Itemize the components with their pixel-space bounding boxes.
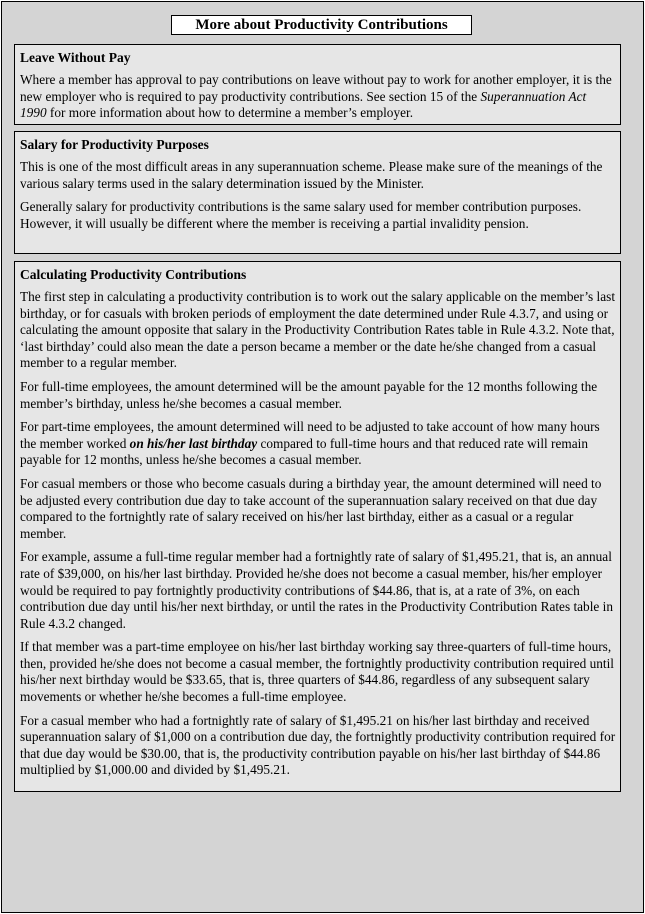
calculating-heading: Calculating Productivity Contributions — [20, 267, 247, 282]
salary-panel — [14, 131, 621, 254]
page-title: More about Productivity Contributions — [171, 15, 472, 35]
calculating-panel — [14, 261, 621, 792]
leave-without-pay-text-b: for more information about how to determine a member’s employer. — [46, 105, 414, 121]
salary-paragraph-1: This is one of the most difficult areas in any superannuation scheme. Please make sure of the meanings of the various salary terms used in the salary determination issued by the Minister. — [20, 159, 603, 191]
calculating-paragraph-3 — [20, 419, 616, 469]
last-birthday-emphasis: on his/her last birthday — [129, 435, 258, 451]
calculating-paragraph-4: For casual members or those who become casuals during a birthday year, the amount determined will need to be adjusted every contribution due day to take account of the superannuation salary received on that due day compared to the fortnightly rate of salary received on his/her last birthday, either as a casual or a regular member. — [20, 475, 602, 541]
calculating-paragraph-5: For example, assume a full-time regular member had a fortnightly rate of salary of $1,495.21, that is, an annual rate of $39,000, on his/her last birthday. Provided he/she does not become a casual member, his/her employer would be required to pay fortnightly productivity contributions of $44.86, that is, at a rate of 3%, on each contribution due day until his/her next birthday, or until the rates in the Productivity Contribution Rates table in Rule 4.3.2 changed. — [20, 549, 613, 631]
calculating-paragraph-7: For a casual member who had a fortnightly rate of salary of $1,495.21 on his/her last birthday and received superannuation salary of $1,000 on a contribution due day, the fortnightly productivity contribution required for that due day would be $30.00, that is, the productivity contribution payable on his/her last birthday of $44.86 multiplied by $1,000.00 and divided by $1,495.21. — [20, 712, 616, 778]
leave-without-pay-text-a: Where a member has approval to pay contributions on leave without pay to work for another employer, it is the new employer who is required to pay productivity contributions. See section 15 of the — [20, 72, 612, 104]
leave-without-pay-paragraph — [20, 72, 616, 122]
salary-paragraph-2: Generally salary for productivity contributions is the same salary used for member contribution purposes. However, it will usually be different where the member is receiving a partial invalidity pension. — [20, 199, 582, 231]
calculating-paragraph-3-text-b: compared to full-time hours and that reduced rate will remain payable for 12 months, unless he/she becomes a casual member. — [20, 435, 588, 468]
act-reference: Superannuation Act 1990 — [20, 88, 587, 121]
calculating-paragraph-6: If that member was a part-time employee on his/her last birthday working say three-quarters of full-time hours, then, provided he/she does not become a casual member, the fortnightly productivity contribution required until his/her next birthday would be $33.65, that is, three quarters of $44.86, regardless of any subsequent salary movements or whether he/she becomes a full-time employee. — [20, 639, 614, 705]
calculating-paragraph-1: The first step in calculating a productivity contribution is to work out the salary applicable on the member’s last birthday, or for casuals with broken periods of employment the date determined under Rule 4.3.7, and using or calculating the amount opposite that salary in the Productivity Contribution Rates table in Rule 4.3.2. Note that, ‘last birthday’ could also mean the date a person became a member or the date he/she changed from a casual member to a regular member. — [20, 289, 616, 371]
leave-without-pay-panel — [14, 44, 621, 125]
calculating-paragraph-3-text-a: For part-time employees, the amount determined will need to be adjusted to take account of how many hours the member worked — [20, 419, 600, 451]
salary-heading: Salary for Productivity Purposes — [20, 137, 209, 152]
leave-without-pay-heading: Leave Without Pay — [20, 50, 131, 65]
calculating-paragraph-2: For full-time employees, the amount determined will be the amount payable for the 12 months following the member’s birthday, unless he/she becomes a casual member. — [20, 378, 598, 411]
